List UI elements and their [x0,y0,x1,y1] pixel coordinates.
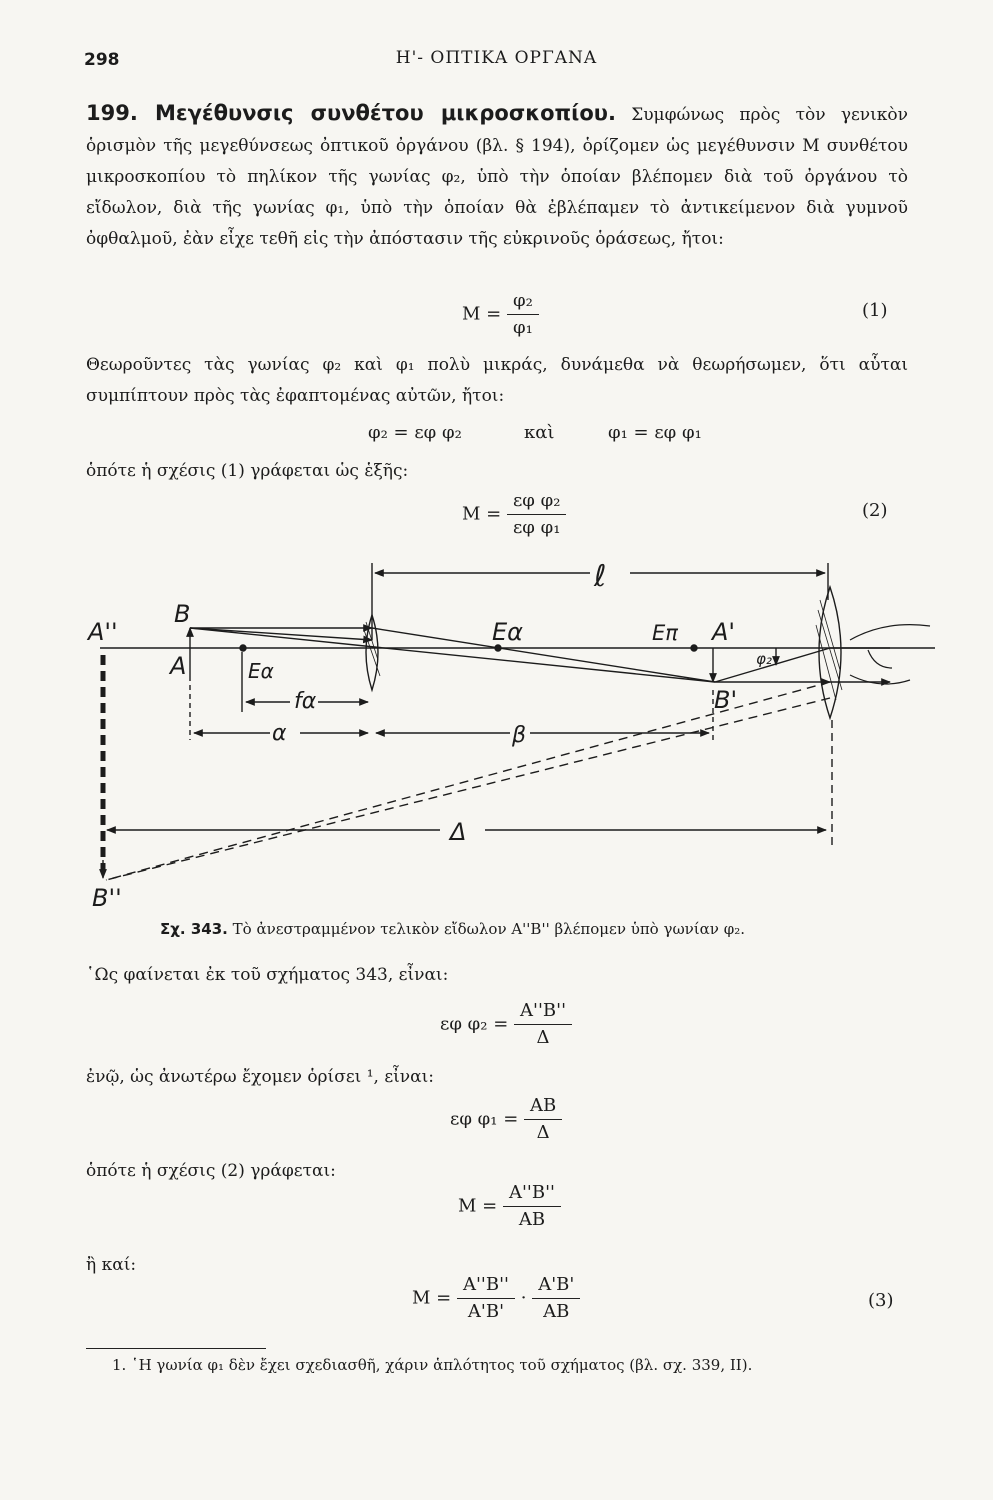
equation-4 [450,1095,562,1144]
page-number: 298 [84,50,120,70]
equation-5 [458,1182,561,1231]
eq1-lhs: Μ = [462,303,502,325]
paragraph-4: ῾Ως φαίνεται ἐκ τοῦ σχήματος 343, εἶναι: [86,965,449,985]
label-fa: fα [294,689,317,714]
paragraph-7: ἢ καί: [86,1255,137,1275]
caption-label: Σχ. 343. [160,920,228,938]
paragraph-3: ὁπότε ἡ σχέσις (1) γράφεται ὡς ἑξῆς: [86,461,409,481]
tangent-equation-left: φ₂ = εφ φ₂ [368,422,462,443]
footnote: 1. ῾Η γωνία φ₁ δὲν ἔχει σχεδιασθῆ, χάριν ἁπλότητος τοῦ σχήματος (βλ. σχ. 339, ΙΙ). [112,1356,753,1374]
eq6-fraction-2 [532,1274,580,1323]
footnote-rule [86,1348,266,1349]
label-Ea-left: Eα [248,659,274,683]
eq6-lhs: Μ = [412,1287,452,1309]
eq2-lhs: Μ = [462,503,502,525]
label-B: B [174,600,191,628]
section-heading: 199. Μεγέθυνσις συνθέτου μικροσκοπίου. [86,101,616,125]
eq4-numerator: ΑΒ [524,1095,562,1120]
tangent-equation-and: καὶ [524,422,555,443]
eq3-denominator: Δ [536,1027,550,1048]
label-A: A [170,652,187,680]
tangent-equation-right: φ₁ = εφ φ₁ [608,422,702,443]
figure-caption [160,920,745,938]
label-phi2: φ₂ [756,650,772,668]
eq5-lhs: Μ = [458,1195,498,1217]
paragraph-5: ἐνῷ, ὡς ἀνωτέρω ἔχομεν ὁρίσει ¹, εἶναι: [86,1067,434,1087]
focal-point-Ep [691,645,697,651]
label-Delta: Δ [450,818,467,846]
eq6-numerator-2: Α'Β' [532,1274,580,1299]
eye-sketch [850,625,930,684]
label-Ep: Eπ [652,621,678,645]
eq3-fraction [514,1000,572,1049]
equation-2 [462,490,566,539]
label-A-double: A'' [88,618,118,646]
eq6-denominator-2: ΑΒ [543,1301,570,1322]
eq2-denominator: εφ φ₁ [512,517,561,538]
eq2-fraction [507,490,566,539]
eq6-fraction-1 [457,1274,515,1323]
label-B-prime: B' [714,686,738,714]
eq5-fraction [503,1182,561,1231]
running-title: Η'- ΟΠΤΙΚΑ ΟΡΓΑΝΑ [395,48,598,68]
eq1-denominator: φ₁ [512,317,533,338]
label-alpha: α [272,721,287,746]
virtual-ray-2 [106,698,830,880]
eq3-numerator: Α''Β'' [514,1000,572,1025]
eq1-numerator: φ₂ [507,290,539,315]
label-l: ℓ [594,559,607,594]
eq1-number: (1) [862,300,888,321]
paragraph-6: ὁπότε ἡ σχέσις (2) γράφεται: [86,1161,336,1181]
equation-6 [412,1274,580,1323]
microscope-figure [0,550,993,915]
section-intro [86,98,908,255]
label-Ea-mid: Eα [492,618,523,646]
paragraph-2: Θεωροῦντες τὰς γωνίας φ₂ καὶ φ₁ πολὺ μικράς, δυνάμεθα νὰ θεωρήσωμεν, ὅτι αὗται συμπίπτουν πρὸς τὰς ἐφαπτομένας αὐτῶν, ἤτοι: [86,355,908,406]
eq2-number: (2) [862,500,888,521]
eq4-denominator: Δ [536,1122,550,1143]
focal-point-Ea-left [240,645,246,651]
eq4-lhs: εφ φ₁ = [450,1108,519,1130]
eq6-dot: · [520,1287,527,1309]
eq1-fraction [507,290,539,339]
eq3-lhs: εφ φ₂ = [440,1013,509,1035]
label-beta: β [512,723,527,748]
equation-3 [440,1000,572,1049]
caption-text: Τὸ ἀνεστραμμένον τελικὸν εἴδωλον Α''Β'' βλέπομεν ὑπὸ γωνίαν φ₂. [232,920,745,938]
eq4-fraction [524,1095,562,1144]
equation-1 [462,290,539,339]
eq2-numerator: εφ φ₂ [507,490,566,515]
eq6-number: (3) [868,1290,894,1311]
eq5-numerator: Α''Β'' [503,1182,561,1207]
label-A-prime: A' [712,618,736,646]
eq5-denominator: ΑΒ [518,1209,546,1230]
eq6-numerator-1: Α''Β'' [457,1274,515,1299]
eq6-denominator-1: Α'Β' [467,1301,505,1322]
section-intro-text: Συμφώνως πρὸς τὸν γενικὸν ὁρισμὸν τῆς μεγεθύνσεως ὀπτικοῦ ὀργάνου (βλ. § 194), ὁρίζομεν ὡς μεγέθυνσιν Μ συνθέτου μικροσκοπίου τὸ πηλίκον τῆς γωνίας φ₂, ὑπὸ τὴν ὁποίαν βλέπομεν διὰ τοῦ ὀργάνου τὸ εἴδωλον, διὰ τῆς γωνίας φ₁, ὑπὸ τὴν ὁποίαν θὰ ἐβλέπαμεν τὸ ἀντικείμενον διὰ γυμνοῦ ὀφθαλμοῦ, ἐὰν εἶχε τεθῆ εἰς τὴν ἀπόστασιν τῆς εὐκρινοῦς ὁράσεως, ἤτοι: [86,105,908,249]
label-B-double: B'' [92,884,122,912]
